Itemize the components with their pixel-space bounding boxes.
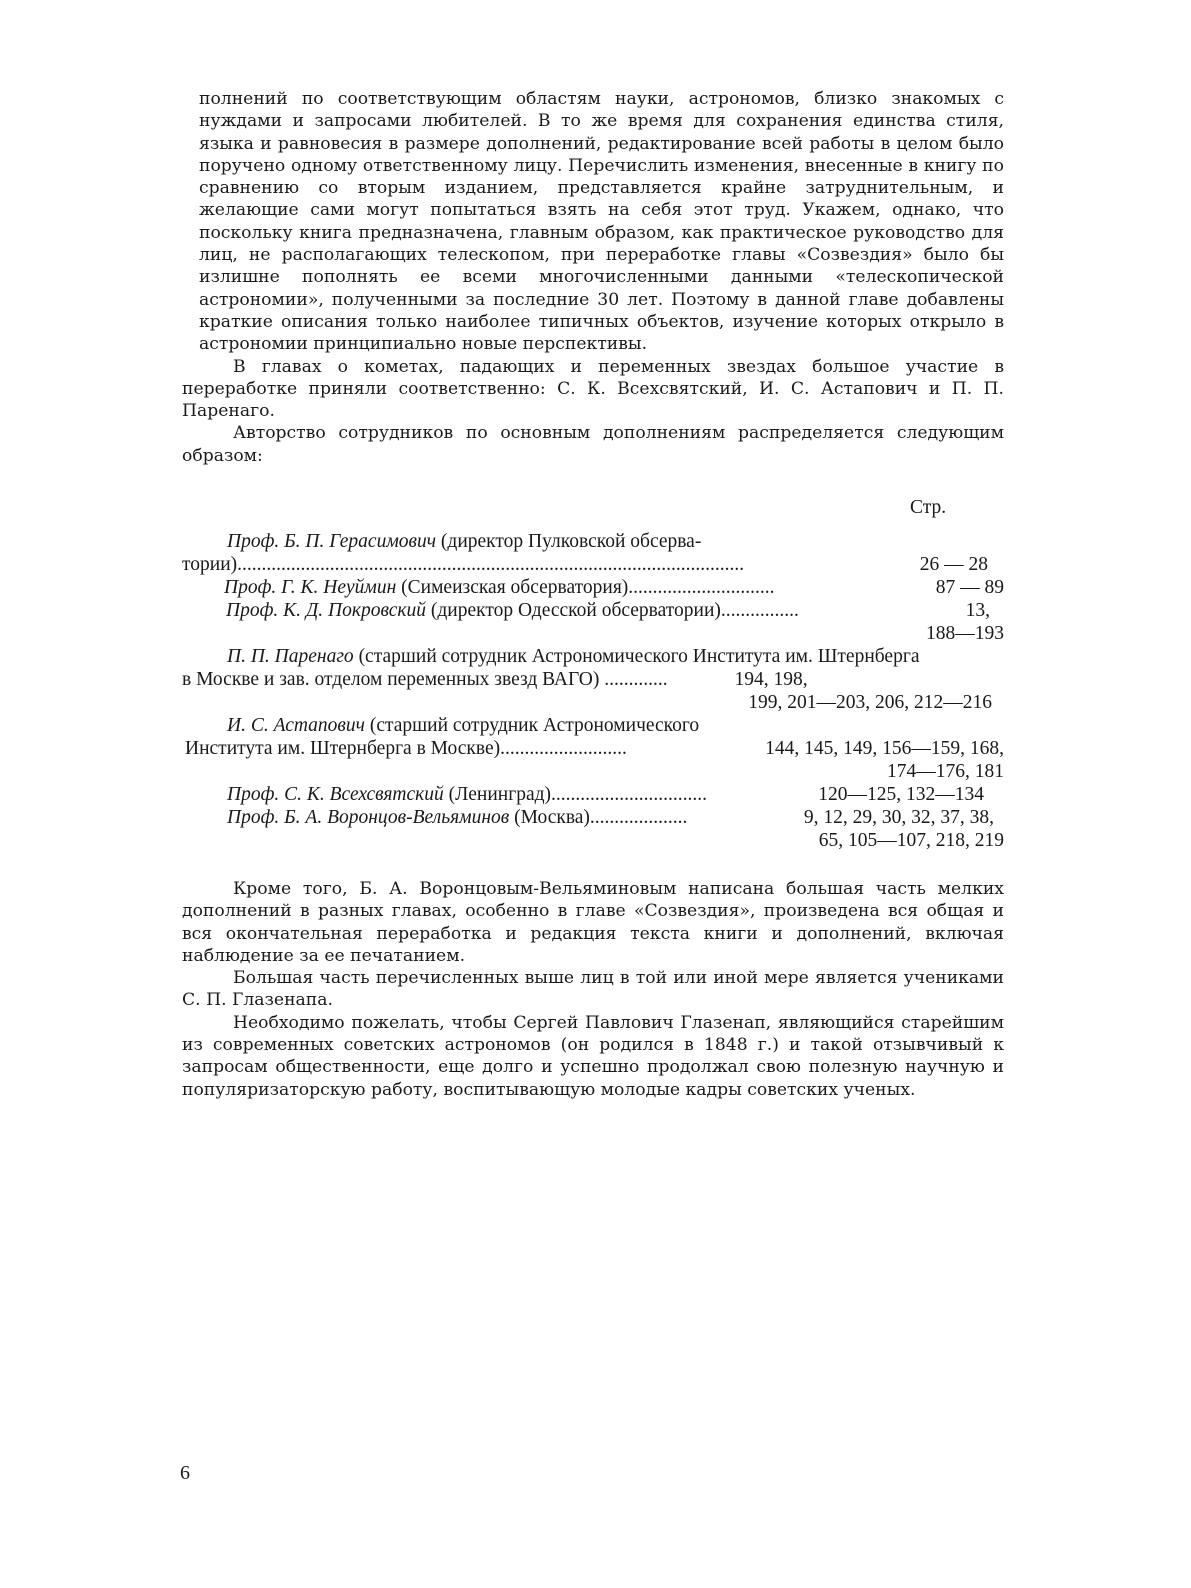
page-number: 6 (180, 1462, 190, 1484)
contributor-line (182, 553, 1004, 576)
leader-dots: ............. (604, 669, 668, 690)
contributor-desc: тории) (182, 554, 238, 575)
paragraph-students: Большая часть перечисленных выше лиц в той или иной мере является учениками С. П. Глазенапа. (182, 968, 1004, 1011)
paragraph-continuation: полнений по соответствующим областям науки, астрономов, близко знакомых с нуждами и запросами любителей. В то же время для сохранения единства стиля, языка и равновесия в размере дополнений, редактирование всей работы в целом было поручено одному ответственному лицу. Перечислить изменения, внесенные в книгу по сравнению со вторым изданием, представляется крайне затруднительным, и желающие сами могут попытаться взять на себя этот труд. Укажем, однако, что поскольку книга предназначена, главным образом, как практическое руководство для лиц, не располагающих телескопом, при переработке главы «Созвездия» было бы излишне пополнять ее всеми многочисленными данными «телескопической астрономии», полученными за последние 30 лет. Поэтому в данной главе добавлены краткие описания только наиболее типичных объектов, изучение которых открыло в астрономии принципиально новые перспективы. (199, 89, 1004, 355)
paragraph-comets: В главах о кометах, падающих и переменных звездах большое участие в переработке приняли соответственно: С. К. Всехсвятский, И. С. Астапович и П. П. Паренаго. (182, 356, 1004, 422)
intro-text (182, 88, 1004, 467)
contributor-entry (182, 645, 1004, 668)
page-refs: 144, 145, 149, 156—159, 168, (765, 738, 1004, 759)
contributor-name: П. П. Паренаго (227, 646, 354, 667)
contributor-name: Проф. К. Д. Покровский (226, 600, 426, 621)
contributor-name: Проф. С. К. Всехсвятский (227, 784, 444, 805)
contributor-desc: (Ленинград) (443, 784, 552, 805)
page-refs-continued: 65, 105—107, 218, 219 (818, 830, 1004, 851)
contributor-entry (182, 599, 1004, 622)
contributor-desc: (Симеизская обсерватория) (396, 577, 629, 598)
page-refs-continued: 199, 201—203, 206, 212—216 (748, 692, 992, 713)
contributor-line (182, 737, 1004, 760)
paragraph-additional: Кроме того, Б. А. Воронцовым-Вельяминовым написана большая часть мелких дополнений в разных главах, особенно в главе «Созвездия», произведена вся общая и вся окончательная переработка и редакция текста книги и дополнений, включая наблюдение за ее печатанием. (182, 879, 1004, 966)
contributor-line (182, 668, 1004, 691)
page-refs-continued: 174—176, 181 (887, 761, 1004, 782)
contributor-desc: (старший сотрудник Астрономического (364, 715, 700, 736)
leader-dots: .......................... (500, 738, 627, 759)
page-column-header: Стр. (910, 497, 947, 518)
leader-dots: ........................................................................................................ (237, 554, 745, 575)
contributor-desc: (директор Одесской обсерватории) (425, 600, 721, 621)
contributor-desc: (Москва) (509, 807, 590, 828)
page-refs: 9, 12, 29, 30, 32, 37, 38, (803, 807, 994, 828)
contributor-name: Проф. Г. К. Неуймин (224, 577, 397, 598)
contributor-desc: в Москве и зав. отделом переменных звезд ВАГО) (182, 669, 605, 690)
contributor-desc: (старший сотрудник Астрономического Института им. Штернберга (353, 646, 920, 667)
closing-text (182, 878, 1004, 1101)
contributor-entry (182, 783, 1004, 806)
leader-dots: .............................. (628, 577, 775, 598)
page-refs: 194, 198, (734, 669, 808, 690)
leader-dots: .................... (589, 807, 688, 828)
paragraph-authorship: Авторство сотрудников по основным дополнениям распределяется следующим образом: (182, 423, 1004, 466)
page-refs: 87 — 89 (935, 577, 1004, 598)
contributor-name: И. С. Астапович (227, 715, 365, 736)
contributor-name: Проф. Б. П. Герасимович (227, 531, 437, 552)
leader-dots: ................................ (551, 784, 708, 805)
contributor-entry (182, 714, 1004, 737)
contributor-entry (182, 576, 1004, 599)
page-refs: 13, (965, 600, 990, 621)
paragraph-wish: Необходимо пожелать, чтобы Сергей Павлович Глазенап, являющийся старейшим из современных советских астрономов (он родился в 1848 г.) и такой отзывчивый к запросам общественности, еще долго и успешно продолжал свою полезную научную и популяризаторскую работу, воспитывающую молодые кадры советских ученых. (182, 1012, 1004, 1100)
page-refs: 120—125, 132—134 (818, 784, 984, 805)
leader-dots: ................ (720, 600, 799, 621)
contributor-desc: (директор Пулковской обсерва- (436, 531, 702, 552)
contributor-entry (182, 530, 1004, 553)
page-refs-continued: 188—193 (926, 623, 1004, 644)
contributor-entry (182, 806, 1004, 829)
contributor-desc: Института им. Штернберга в Москве) (185, 738, 501, 759)
page-refs: 26 — 28 (919, 554, 988, 575)
contributors-list (182, 496, 1004, 852)
contributor-name: Проф. Б. А. Воронцов-Вельяминов (227, 807, 510, 828)
